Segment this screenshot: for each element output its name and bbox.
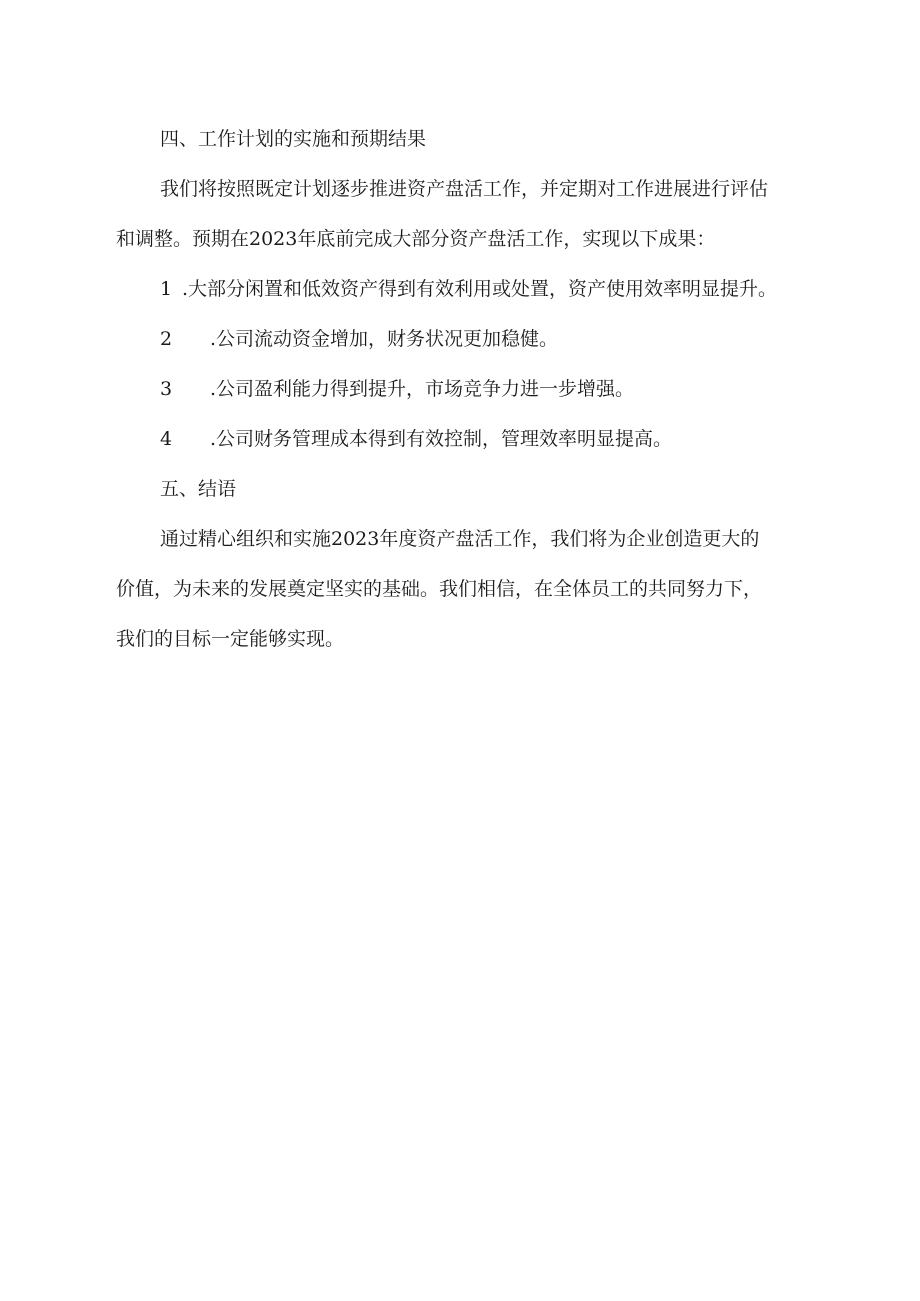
list-item-1-text: .大部分闲置和低效资产得到有效利用或处置，资产使用效率明显提升。 bbox=[182, 278, 778, 300]
section-4-paragraph-line-2: 和调整。预期在2023年底前完成大部分资产盘活工作，实现以下成果： bbox=[116, 228, 716, 250]
section-5-paragraph-line-3: 我们的目标一定能够实现。 bbox=[116, 628, 345, 650]
list-item-4-number: 4 bbox=[160, 428, 173, 450]
section-5-paragraph-line-2: 价值，为未来的发展奠定坚实的基础。我们相信，在全体员工的共同努力下， bbox=[116, 578, 763, 600]
section-4-heading: 四、工作计划的实施和预期结果 bbox=[160, 128, 427, 150]
list-item-2-number: 2 bbox=[160, 328, 173, 350]
section-5-paragraph-line-1: 通过精心组织和实施2023年度资产盘活工作，我们将为企业创造更大的 bbox=[160, 528, 760, 550]
list-item-3-number: 3 bbox=[160, 378, 173, 400]
list-item-3-text: .公司盈利能力得到提升，市场竞争力进一步增强。 bbox=[210, 378, 635, 400]
list-item-2-text: .公司流动资金增加，财务状况更加稳健。 bbox=[210, 328, 559, 350]
list-item-4-text: .公司财务管理成本得到有效控制，管理效率明显提高。 bbox=[210, 428, 673, 450]
list-item-1-number: 1 bbox=[160, 278, 173, 300]
section-4-paragraph-line-1: 我们将按照既定计划逐步推进资产盘活工作，并定期对工作进展进行评估 bbox=[160, 178, 769, 200]
section-5-heading: 五、结语 bbox=[160, 478, 237, 500]
